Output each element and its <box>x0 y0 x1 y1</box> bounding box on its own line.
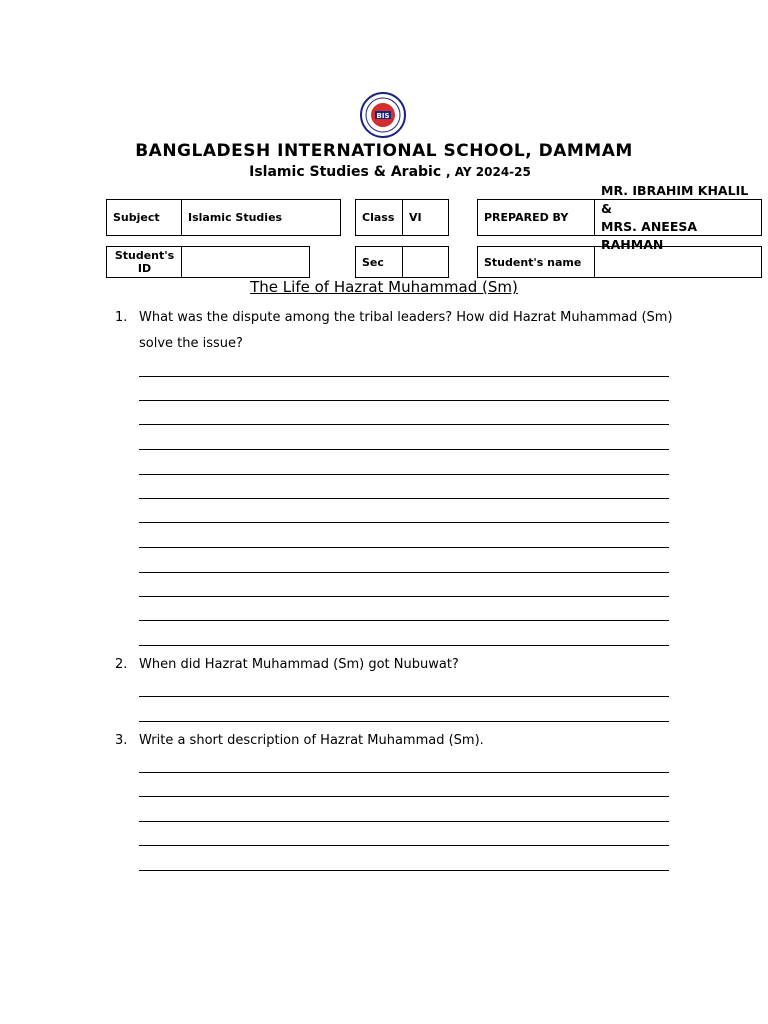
class-value[interactable]: VI <box>409 211 422 224</box>
prepared-by-box <box>477 182 762 252</box>
answer-line[interactable] <box>139 796 669 797</box>
subject-label: Subject <box>113 211 160 224</box>
subject-box <box>106 199 341 236</box>
svg-text:BIS: BIS <box>376 112 390 120</box>
question-text: When did Hazrat Muhammad (Sm) got Nubuwat? <box>139 657 459 672</box>
answer-line[interactable] <box>139 449 669 450</box>
subject-heading <box>0 164 768 180</box>
student-name-label: Student's name <box>484 255 582 269</box>
student-id-box <box>106 246 310 278</box>
answer-line[interactable] <box>139 547 669 548</box>
answer-line[interactable] <box>139 696 669 697</box>
answer-line[interactable] <box>139 845 669 846</box>
answer-line[interactable] <box>139 498 669 499</box>
sec-input[interactable] <box>403 247 448 277</box>
prepared-by-value <box>595 182 761 252</box>
question-text: Write a short description of Hazrat Muhammad (Sm). <box>139 733 484 748</box>
answer-line[interactable] <box>139 645 669 646</box>
prepared-by-label: PREPARED BY <box>484 211 569 224</box>
student-id-label: Student's ID <box>114 249 175 275</box>
class-label: Class <box>362 211 395 224</box>
answer-line[interactable] <box>139 821 669 822</box>
subject-line: Islamic Studies & Arabic <box>249 164 442 180</box>
student-name-box <box>477 246 762 278</box>
question-number: 3. <box>115 733 128 748</box>
question-number: 2. <box>115 657 128 672</box>
answer-line[interactable] <box>139 870 669 871</box>
sec-box <box>355 246 449 278</box>
question-number: 1. <box>115 310 128 325</box>
answer-line[interactable] <box>139 620 669 621</box>
worksheet-title: The Life of Hazrat Muhammad (Sm) <box>250 278 518 296</box>
academic-year: , AY 2024-25 <box>446 165 531 179</box>
teacher-2: MRS. ANEESA RAHMAN <box>601 218 698 252</box>
question-text: What was the dispute among the tribal leaders? How did Hazrat Muhammad (Sm) solve the issue? <box>139 310 673 351</box>
answer-line[interactable] <box>139 376 669 377</box>
class-box <box>355 199 449 236</box>
school-name: BANGLADESH INTERNATIONAL SCHOOL, DAMMAM <box>135 141 633 161</box>
answer-line[interactable] <box>139 400 669 401</box>
answer-line[interactable] <box>139 474 669 475</box>
school-logo <box>355 92 411 138</box>
answer-line[interactable] <box>139 772 669 773</box>
answer-line[interactable] <box>139 596 669 597</box>
answer-line[interactable] <box>139 522 669 523</box>
student-id-input[interactable] <box>182 247 309 277</box>
teacher-1: MR. IBRAHIM KHALIL & <box>601 182 749 216</box>
student-name-input[interactable] <box>595 247 761 277</box>
answer-line[interactable] <box>139 424 669 425</box>
answer-line[interactable] <box>139 572 669 573</box>
sec-label: Sec <box>362 255 384 269</box>
subject-value[interactable]: Islamic Studies <box>188 211 283 224</box>
answer-line[interactable] <box>139 721 669 722</box>
